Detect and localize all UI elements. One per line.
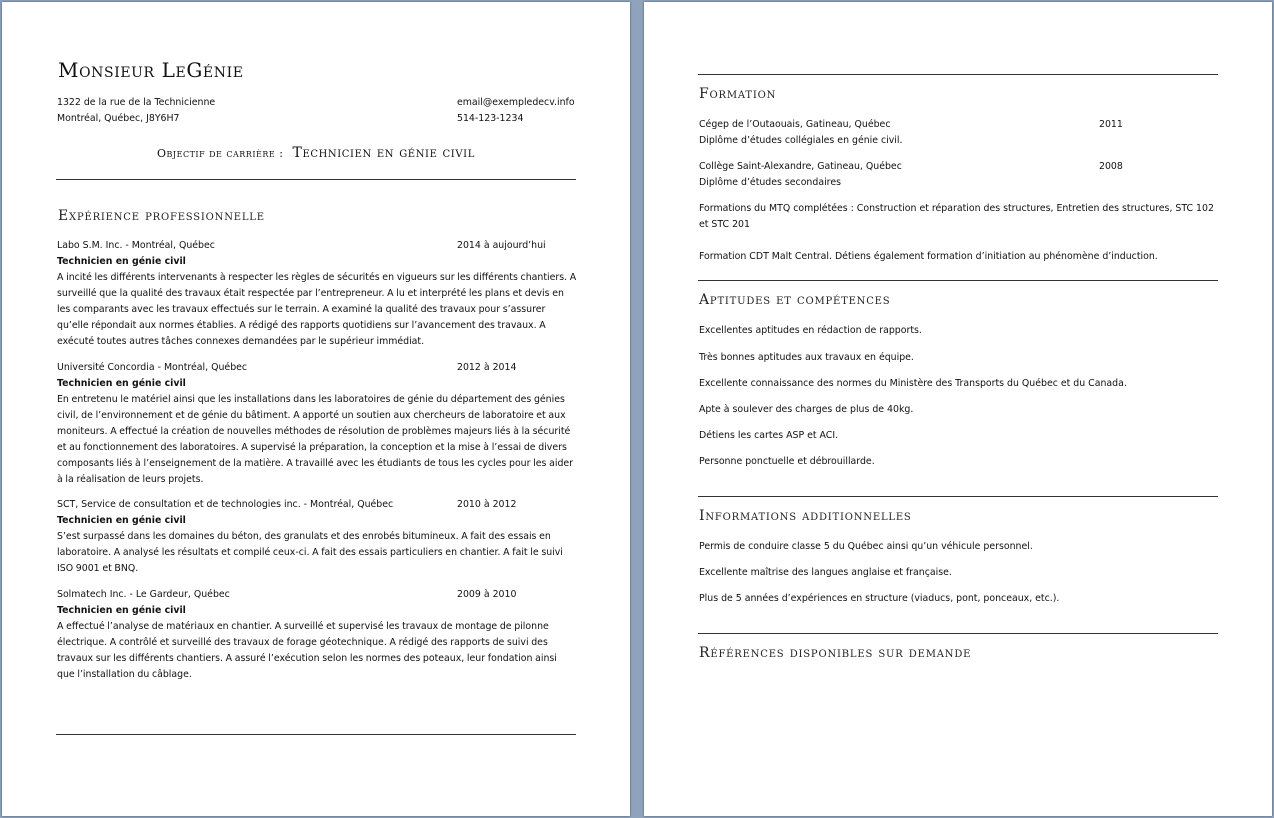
mtq-training: Formations du MTQ complétées : Construction et réparation des structures, Entretien des structures, STC 102 et STC 201 <box>699 203 1214 230</box>
divider <box>56 734 576 735</box>
job-description: S’est surpassé dans les domaines du béton, des granulats et des enrobés bitumineux. A fait des essais en laboratoire. A analysé les résultats et compilé ceux-ci. A fait des essais particuliers en chantier. A fait le suivi ISO 9001 et BNQ. <box>57 531 563 574</box>
resume-page-1 <box>2 2 630 816</box>
divider <box>56 179 576 180</box>
references-heading: Références disponibles sur demande <box>699 645 972 661</box>
address-line-1: 1322 de la rue de la Technicienne <box>57 97 216 108</box>
school-name: Cégep de l’Outaouais, Gatineau, Québec <box>699 119 891 130</box>
diploma: Diplôme d’études collégiales en génie civil. <box>699 135 903 146</box>
objective-label: Objectif de carrière : <box>157 147 284 160</box>
phone-number: 514-123-1234 <box>457 113 524 124</box>
skill-item: Détiens les cartes ASP et ACI. <box>699 430 839 441</box>
job-organization: Labo S.M. Inc. - Montréal, Québec <box>57 240 215 251</box>
divider <box>698 496 1218 497</box>
job-dates: 2014 à aujourd’hui <box>457 240 546 251</box>
job-entry <box>57 238 577 350</box>
objective-value: Technicien en génie civil <box>292 145 475 161</box>
info-item: Excellente maîtrise des langues anglaise et française. <box>699 567 952 578</box>
job-title: Technicien en génie civil <box>57 378 186 389</box>
career-objective <box>2 142 630 161</box>
info-item: Permis de conduire classe 5 du Québec ainsi qu’un véhicule personnel. <box>699 541 1033 552</box>
job-organization: Solmatech Inc. - Le Gardeur, Québec <box>57 589 230 600</box>
skill-item: Personne ponctuelle et débrouillarde. <box>699 456 875 467</box>
job-description: A incité les différents intervenants à respecter les règles de sécurités en vigueurs sur les différents chantiers. A surveillé que la qualité des travaux était respectée par l’entrepreneur. A lu et interprété les plans et devis en les comparants avec les travaux effectués sur le terrain. A examiné la qualité des travaux pour s’assurer qu’elle répondait aux normes établies. A rédigé des rapports quotidiens sur l’avancement des travaux. A exécuté toutes autres tâches connexes demandées par le supérieur immédiat. <box>57 272 577 347</box>
education-year: 2011 <box>1099 119 1123 130</box>
job-title: Technicien en génie civil <box>57 515 186 526</box>
job-entry <box>57 497 577 577</box>
diploma: Diplôme d’études secondaires <box>699 177 841 188</box>
job-title: Technicien en génie civil <box>57 256 186 267</box>
job-organization: SCT, Service de consultation et de technologies inc. - Montréal, Québec <box>57 499 394 510</box>
formation-heading: Formation <box>699 86 777 102</box>
experience-heading: Expérience professionnelle <box>58 208 265 224</box>
skill-item: Très bonnes aptitudes aux travaux en équipe. <box>699 352 914 363</box>
divider <box>698 633 1218 634</box>
additional-info-heading: Informations additionnelles <box>699 508 912 524</box>
job-dates: 2012 à 2014 <box>457 362 517 373</box>
divider <box>698 280 1218 281</box>
job-title: Technicien en génie civil <box>57 605 186 616</box>
job-description: A effectué l’analyse de matériaux en chantier. A surveillé et supervisé les travaux de montage de pilonne électrique. A contrôlé et surveillé des travaux de forage géotechnique. A rédigé des rapports de suivi des travaux sur les différents chantiers. A assuré l’exécution selon les normes des poteaux, leur fondation ainsi que l’installation du câblage. <box>57 621 557 680</box>
candidate-name: Monsieur LeGénie <box>58 58 244 82</box>
job-organization: Université Concordia - Montréal, Québec <box>57 362 248 373</box>
job-dates: 2009 à 2010 <box>457 589 517 600</box>
school-name: Collège Saint-Alexandre, Gatineau, Québec <box>699 161 902 172</box>
job-description: En entretenu le matériel ainsi que les installations dans les laboratoires de génie du département des génies civil, de l’environnement et de génie du bâtiment. A apporté un soutien aux chercheurs de laboratoire et aux moniteurs. A effectué la création de nouvelles méthodes de résolution de problèmes majeurs liés à la sécurité et au fonctionnement des laboratoires. A supervisé la préparation, la conception et la mise à l’essai de divers composants liés à l’enseignement de la matière. A travaillé avec les étudiants de tous les cycles pour les aider à la réalisation de leurs projets. <box>57 394 574 485</box>
cdt-training: Formation CDT Malt Central. Détiens également formation d’initiation au phénomène d’induction. <box>699 251 1158 262</box>
resume-page-2 <box>644 2 1272 816</box>
email-address: email@exempledecv.info <box>457 97 575 108</box>
education-entry <box>699 117 1219 149</box>
skill-item: Excellente connaissance des normes du Ministère des Transports du Québec et du Canada. <box>699 378 1127 389</box>
education-year: 2008 <box>1099 161 1123 172</box>
info-item: Plus de 5 années d’expériences en structure (viaducs, pont, ponceaux, etc.). <box>699 593 1060 604</box>
skills-heading: Aptitudes et compétences <box>699 292 891 308</box>
address-line-2: Montréal, Québec, J8Y6H7 <box>57 113 180 124</box>
skill-item: Apte à soulever des charges de plus de 40kg. <box>699 404 914 415</box>
job-entry <box>57 360 577 488</box>
education-entry <box>699 159 1219 191</box>
divider <box>698 74 1218 75</box>
job-entry <box>57 587 577 683</box>
job-dates: 2010 à 2012 <box>457 499 517 510</box>
skill-item: Excellentes aptitudes en rédaction de rapports. <box>699 325 922 336</box>
